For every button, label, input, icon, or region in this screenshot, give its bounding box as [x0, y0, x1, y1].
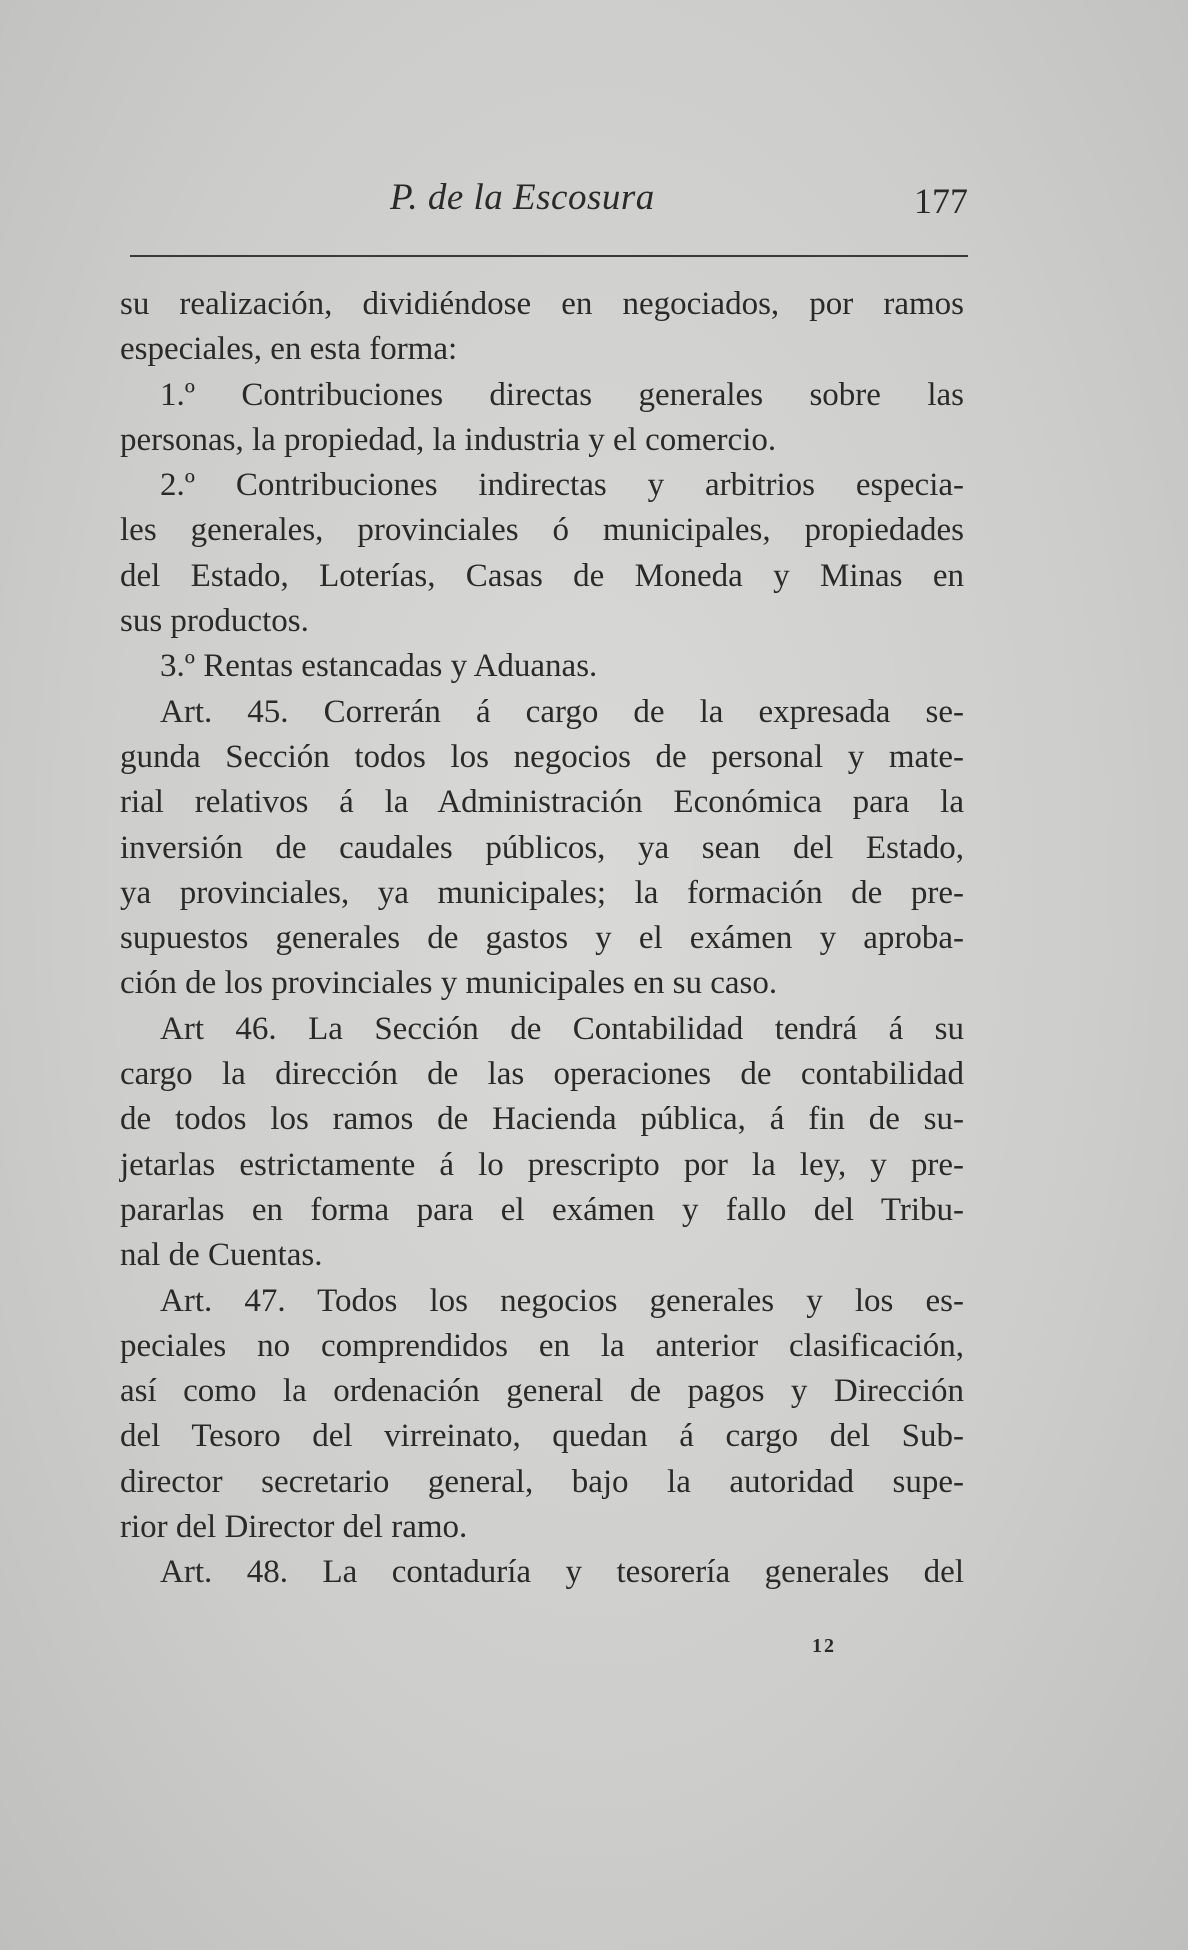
text-line: así como la ordenación general de pagos y Dirección — [120, 1373, 964, 1410]
text-line: 3.º Rentas estancadas y Aduanas. — [160, 648, 598, 685]
text-line: inversión de caudales públicos, ya sean del Estado, — [120, 829, 964, 866]
text-line: ción de los provinciales y municipales en su caso. — [120, 965, 778, 1002]
running-title: P. de la Escosura — [390, 177, 655, 218]
text-line: Art. 48. La contaduría y tesorería generales del — [160, 1554, 964, 1591]
text-line: peciales no comprendidos en la anterior clasificación, — [120, 1327, 964, 1364]
text-line: Art. 47. Todos los negocios generales y los es- — [160, 1282, 964, 1319]
text-line: rior del Director del ramo. — [120, 1509, 468, 1546]
text-line: nal de Cuentas. — [120, 1237, 323, 1274]
text-line: sus productos. — [120, 603, 309, 640]
text-line: les generales, provinciales ó municipales, propiedades — [120, 512, 964, 549]
text-line: 2.º Contribuciones indirectas y arbitrios especia- — [160, 467, 964, 504]
text-line: 1.º Contribuciones directas generales sobre las — [160, 376, 964, 413]
text-line: especiales, en esta forma: — [120, 331, 458, 368]
text-line: director secretario general, bajo la autoridad supe- — [120, 1463, 964, 1500]
body-text — [120, 282, 964, 1596]
page-number: 177 — [914, 181, 968, 221]
text-line: de todos los ramos de Hacienda pública, á fin de su- — [120, 1101, 964, 1138]
text-line: Art. 45. Correrán á cargo de la expresada se- — [160, 693, 964, 730]
text-line: rial relativos á la Administración Económica para la — [120, 784, 964, 821]
page-header — [130, 176, 968, 246]
text-line: su realización, dividiéndose en negociados, por ramos — [120, 286, 964, 322]
signature-mark: 12 — [812, 1635, 836, 1657]
text-line: cargo la dirección de las operaciones de contabilidad — [120, 1056, 964, 1093]
text-line: gunda Sección todos los negocios de personal y mate- — [120, 738, 964, 775]
text-line: personas, la propiedad, la industria y el comercio. — [120, 421, 777, 458]
text-line: del Estado, Loterías, Casas de Moneda y Minas en — [120, 557, 964, 594]
text-line: supuestos generales de gastos y el exámen y aproba- — [120, 920, 964, 957]
text-line: Art 46. La Sección de Contabilidad tendrá á su — [160, 1010, 964, 1047]
text-line: jetarlas estrictamente á lo prescripto por la ley, y pre- — [120, 1146, 964, 1183]
header-rule — [130, 255, 968, 257]
text-line: pararlas en forma para el exámen y fallo del Tribu- — [120, 1191, 964, 1228]
text-line: del Tesoro del virreinato, quedan á cargo del Sub- — [120, 1418, 964, 1455]
text-line: ya provinciales, ya municipales; la formación de pre- — [120, 874, 964, 911]
